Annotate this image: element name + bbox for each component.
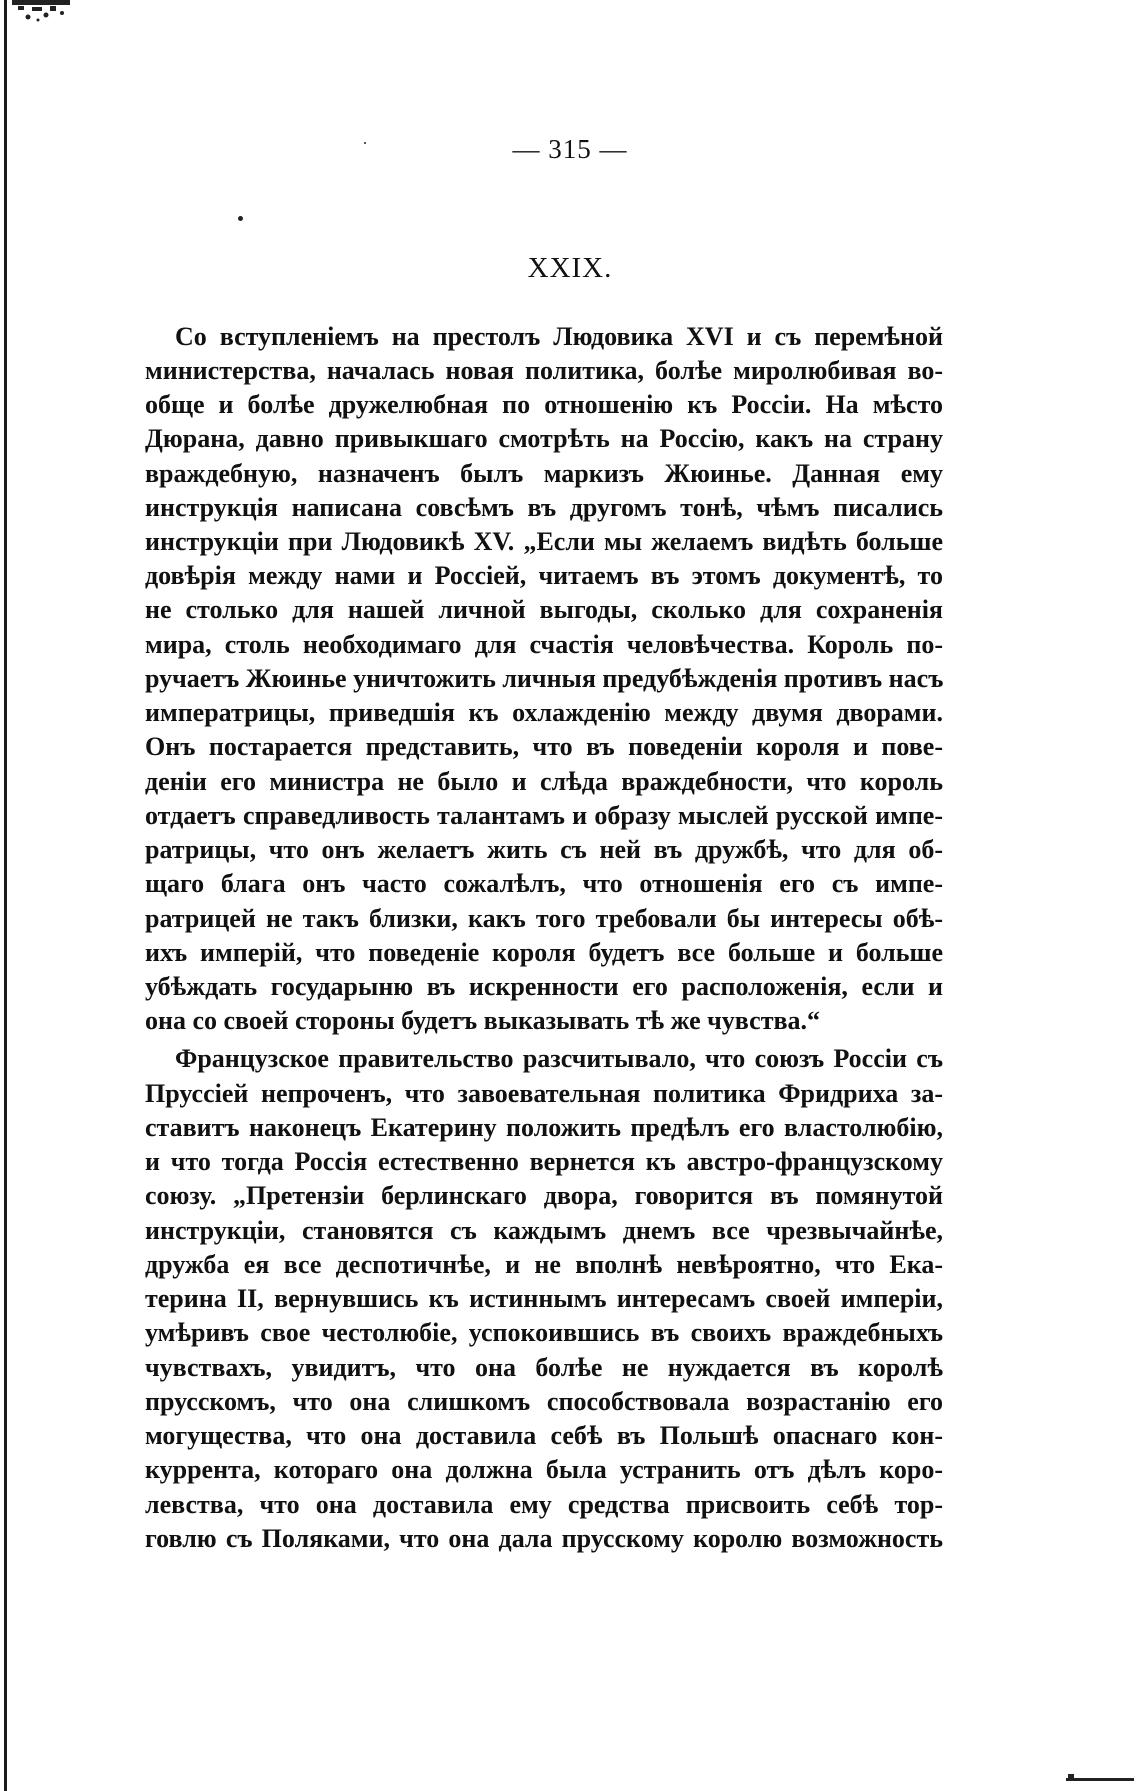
text-line: ратрицей не такъ близки, какъ того требовали бы интересы обѣ- (145, 904, 943, 933)
text-line: министерства, началась новая политика, болѣе миролюбивая во- (145, 356, 943, 385)
text-line: она со своей стороны будетъ выказывать тѣ же чувства.“ (145, 1006, 821, 1035)
text-line: умѣривъ свое честолюбіе, успокоившись въ своихъ враждебныхъ (145, 1318, 943, 1347)
text-line: куррента, котораго она должна была устранить отъ дѣлъ коро- (145, 1455, 943, 1484)
text-line: мира, столь необходимаго для счастія человѣчества. Король по- (145, 630, 943, 659)
text-line: Онъ постарается представить, что въ поведеніи короля и пове- (145, 732, 943, 761)
text-line: чувствахъ, увидитъ, что она болѣе не нуждается въ королѣ (145, 1353, 943, 1382)
text-line: Дюрана, давно привыкшаго смотрѣть на Россію, какъ на страну (145, 424, 943, 453)
text-line: терина II, вернувшись къ истиннымъ интересамъ своей имперіи, (145, 1284, 943, 1313)
text-line: инструкціи, становятся съ каждымъ днемъ все чрезвычайнѣе, (145, 1216, 943, 1245)
text-line: обще и болѣе дружелюбная по отношенію къ Россіи. На мѣсто (145, 390, 943, 419)
corner-ink-mark (10, 0, 80, 22)
text-line: отдаетъ справедливость талантамъ и образу мыслей русской импе- (145, 801, 943, 830)
text-line: ихъ имперій, что поведеніе короля будетъ все больше и больше (145, 938, 943, 967)
text-line: ратрицы, что онъ желаетъ жить съ ней въ дружбѣ, что для об- (145, 835, 943, 864)
text-line: Французское правительство разсчитывало, что союзъ Россіи съ (175, 1044, 943, 1073)
text-line: не столько для нашей личной выгоды, сколько для сохраненія (145, 595, 943, 624)
text-line: щаго блага онъ часто сожалѣлъ, что отношенія его съ импе- (145, 869, 943, 898)
text-line: левства, что она доставила ему средства присвоить себѣ тор- (145, 1490, 943, 1519)
text-line: говлю съ Поляками, что она дала прусскому королю возможность (145, 1524, 943, 1553)
bottom-ink-mark (1056, 1772, 1136, 1782)
text-line: дружба ея все деспотичнѣе, и не вполнѣ невѣроятно, что Ека- (145, 1250, 943, 1279)
text-line: Пруссіей непроченъ, что завоевательная политика Фридриха за- (145, 1079, 943, 1108)
text-line: могущества, что она доставила себѣ въ Польшѣ опаснаго кон- (145, 1421, 943, 1450)
text-line: деніи его министра не было и слѣда враждебности, что король (145, 767, 943, 796)
text-line: враждебную, назначенъ былъ маркизъ Жюинье. Данная ему (145, 459, 943, 488)
text-line: Со вступленіемъ на престолъ Людовика XVI и съ перемѣной (175, 322, 943, 351)
text-line: ручаетъ Жюинье уничтожить личныя предубѣжденія противъ насъ (145, 664, 944, 693)
text-line: императрицы, приведшія къ охлажденію между двумя дворами. (145, 698, 943, 727)
text-line: инструкція написана совсѣмъ въ другомъ тонѣ, чѣмъ писались (145, 493, 943, 522)
text-line: ставитъ наконецъ Екатерину положить предѣлъ его властолюбію, (145, 1113, 943, 1142)
text-line: убѣждать государыню въ искренности его расположенія, если и (145, 972, 943, 1001)
page-number: — 315 — (512, 134, 628, 164)
text-line: инструкціи при Людовикѣ XV. „Если мы желаемъ видѣть больше (145, 527, 943, 556)
chapter-heading: XXIX. (527, 252, 613, 284)
text-line: союзу. „Претензіи берлинскаго двора, говорится въ помянутой (145, 1181, 943, 1210)
text-line: довѣрія между нами и Россіей, читаемъ въ этомъ документѣ, то (145, 561, 943, 590)
text-line: прусскомъ, что она слишкомъ способствовала возрастанію его (145, 1387, 943, 1416)
text-line: и что тогда Россія естественно вернется къ австро-французскому (145, 1147, 943, 1176)
ink-speck (238, 216, 243, 221)
